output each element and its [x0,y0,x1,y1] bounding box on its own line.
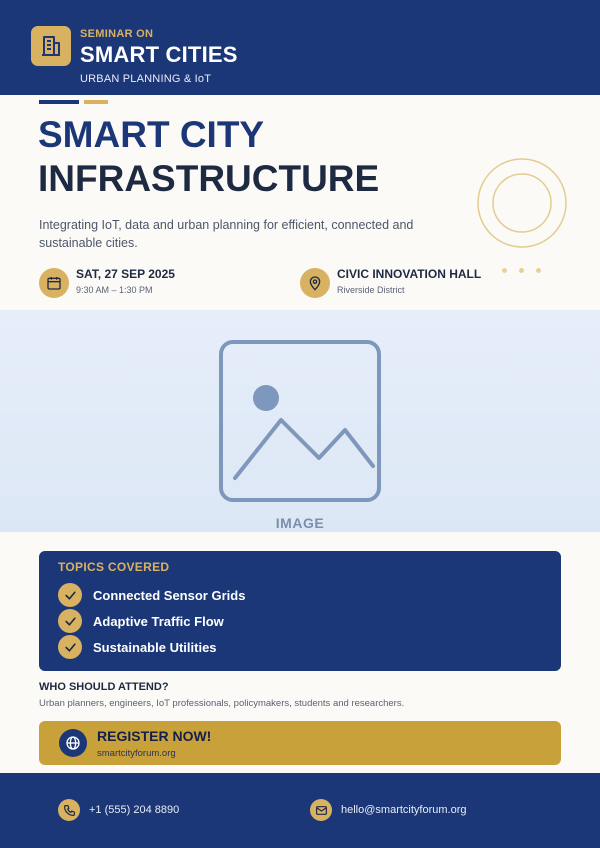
hero-image-label: IMAGE [275,515,325,531]
check-icon [58,609,82,633]
hero-image-placeholder [0,310,600,532]
topic-label: Connected Sensor Grids [93,587,246,603]
topic-label: Adaptive Traffic Flow [93,613,224,629]
image-placeholder-icon [219,340,381,502]
event-area: Riverside District [337,285,405,295]
audience-text: Urban planners, engineers, IoT professionals, policymakers, students and researchers. [39,698,405,709]
register-label: REGISTER NOW! [97,728,212,744]
register-button[interactable] [39,721,561,765]
mail-icon [310,799,332,821]
header-eyebrow: SEMINAR ON [80,28,154,40]
topics-panel [39,551,561,671]
title-line-2: INFRASTRUCTURE [38,158,380,199]
building-icon [31,26,71,66]
event-date: SAT, 27 SEP 2025 [76,267,175,281]
calendar-icon [39,268,69,298]
topic-item [58,635,217,659]
audience-title: WHO SHOULD ATTEND? [39,681,169,693]
accent-bar-navy [39,100,79,104]
location-pin-icon [300,268,330,298]
decorative-rings-icon [476,157,568,249]
event-venue: CIVIC INNOVATION HALL [337,267,482,281]
globe-icon [59,729,87,757]
topics-title: TOPICS COVERED [58,560,170,574]
footer-email[interactable]: hello@smartcityforum.org [341,804,467,816]
title-line-1: SMART CITY [38,114,265,155]
topic-label: Sustainable Utilities [93,639,217,655]
check-icon [58,635,82,659]
accent-bar-gold [84,100,108,104]
footer-band [0,773,600,848]
topic-item [58,609,224,633]
topic-item [58,583,245,607]
header-band [0,0,600,95]
header-subtitle: URBAN PLANNING & IoT [80,73,212,85]
check-icon [58,583,82,607]
decorative-dots [502,268,546,274]
phone-icon [58,799,80,821]
register-url[interactable]: smartcityforum.org [97,748,176,759]
footer-phone[interactable]: +1 (555) 204 8890 [89,804,180,816]
event-time: 9:30 AM – 1:30 PM [76,285,153,295]
page-title [38,113,458,201]
event-description: Integrating IoT, data and urban planning for efficient, connected and sustainable cities. [39,218,414,250]
header-brand: SMART CITIES [80,42,238,67]
